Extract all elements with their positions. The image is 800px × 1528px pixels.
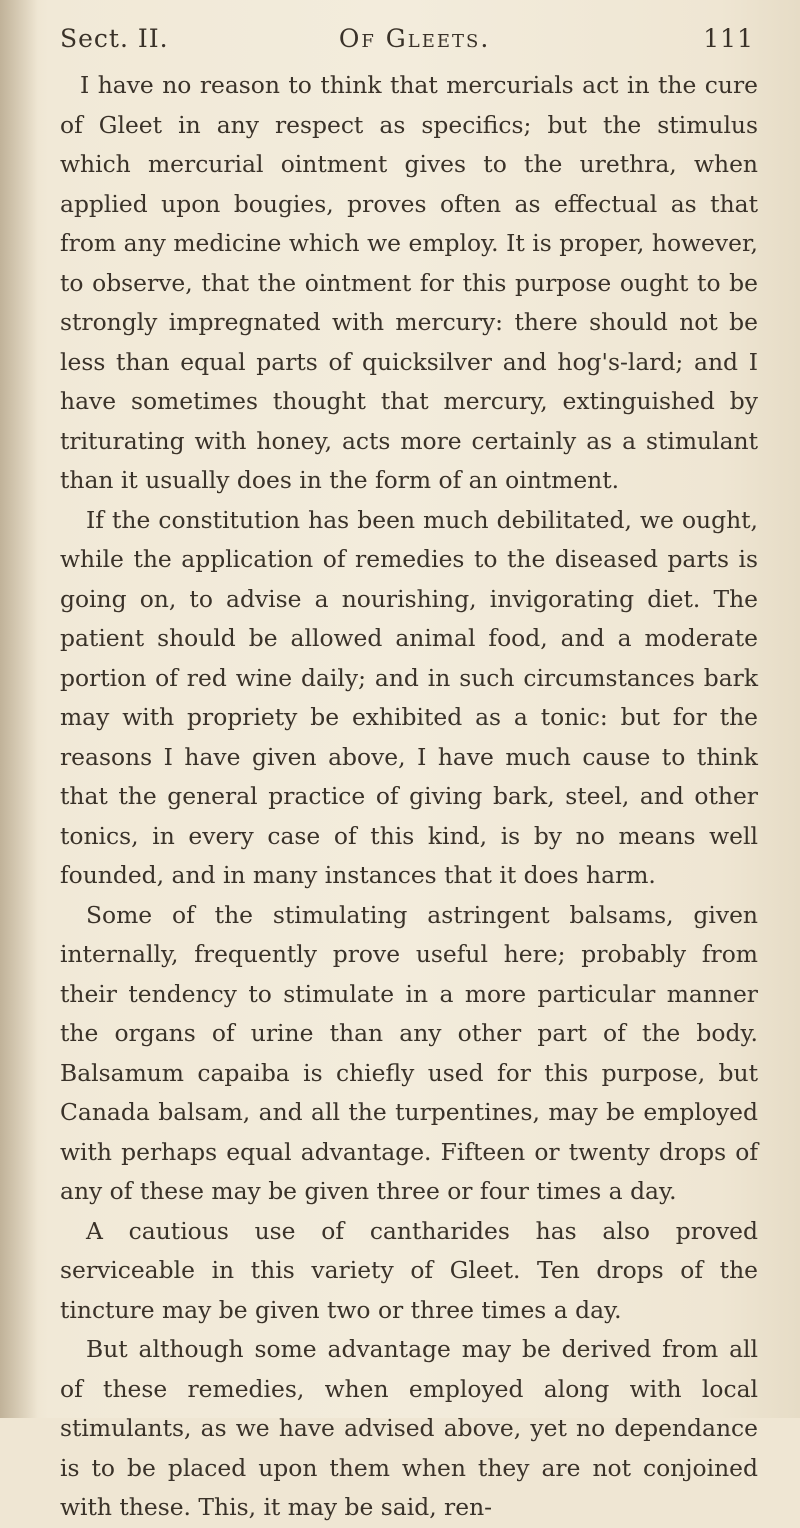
paragraph-1: I have no reason to think that mercurials act in the cure of Gleet in any respect as specifics; but the stimulus which mercurial ointment gives to the urethra, when applied upon bougies, proves often as effectual as that from any medicine which we employ. It is proper, however, to observe, that the ointment for this purpose ought to be strongly impregnated with mercury: there should not be less than equal parts of quicksilver and hog's-lard; and I have sometimes thought that mercury, extinguished by triturating with honey, acts more certainly as a stimulant than it usually does in the form of an ointment. [60, 71, 758, 494]
page-number: 111 [703, 23, 754, 53]
paragraph-3: Some of the stimulating astringent balsams, given internally, frequently prove useful here; probably from their tendency to stimulate in a more particular manner the organs of urine than any other part of the body. Balsamum capaiba is chiefly used for this purpose, but Canada balsam, and all the turpentines, may be employed with perhaps equal advantage. Fifteen or twenty drops of any of these may be given three or four times a day. [60, 900, 758, 1205]
paragraph-4: A cautious use of cantharides has also proved serviceable in this variety of Gleet. Ten drops of the tincture may be given two or three times a day. [60, 1216, 758, 1324]
running-header [60, 18, 754, 58]
paragraph-2: If the constitution has been much debilitated, we ought, while the application of remedies to the diseased parts is going on, to advise a nourishing, invigorating diet. The patient should be allowed animal food, and a moderate portion of red wine daily; and in such circumstances bark may with propriety be exhibited as a tonic: but for the reasons I have given above, I have much cause to think that the general practice of giving bark, steel, and other tonics, in every case of this kind, is by no means well founded, and in many instances that it does harm. [60, 505, 758, 889]
running-title: Of Gleets. [338, 23, 491, 53]
section-label: Sect. II. [60, 23, 169, 53]
page-spine-shadow [0, 0, 38, 1418]
paragraph-5: But although some advantage may be derived from all of these remedies, when employed along with local stimulants, as we have advised above, yet no dependance is to be placed upon them when they are not conjoined with these. This, it may be said, ren- [60, 1335, 758, 1521]
body-text [60, 66, 758, 1528]
